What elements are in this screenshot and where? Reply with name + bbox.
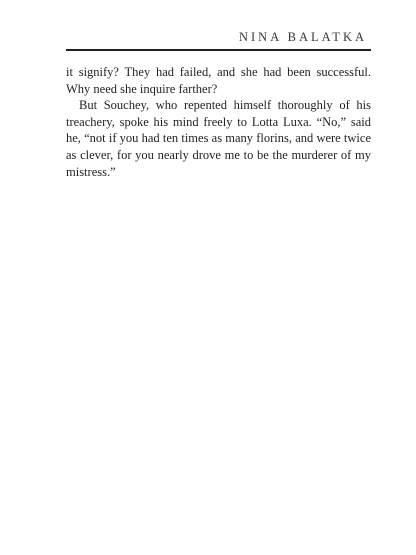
header-rule	[66, 49, 371, 51]
paragraph: But Souchey, who repented himself thoroughly of his treachery, spoke his mind freely to Lotta Luxa. “No,” said he, “not if you had ten times as many florins, and were twice as clever, for you nearly drove me to be the murderer of my mistress.”	[66, 98, 371, 179]
running-head-title: NINA BALATKA	[238, 30, 367, 44]
paragraph-continued: it signify? They had failed, and she had been successful. Why need she inquire farther?	[66, 65, 371, 96]
body-text	[66, 64, 371, 180]
